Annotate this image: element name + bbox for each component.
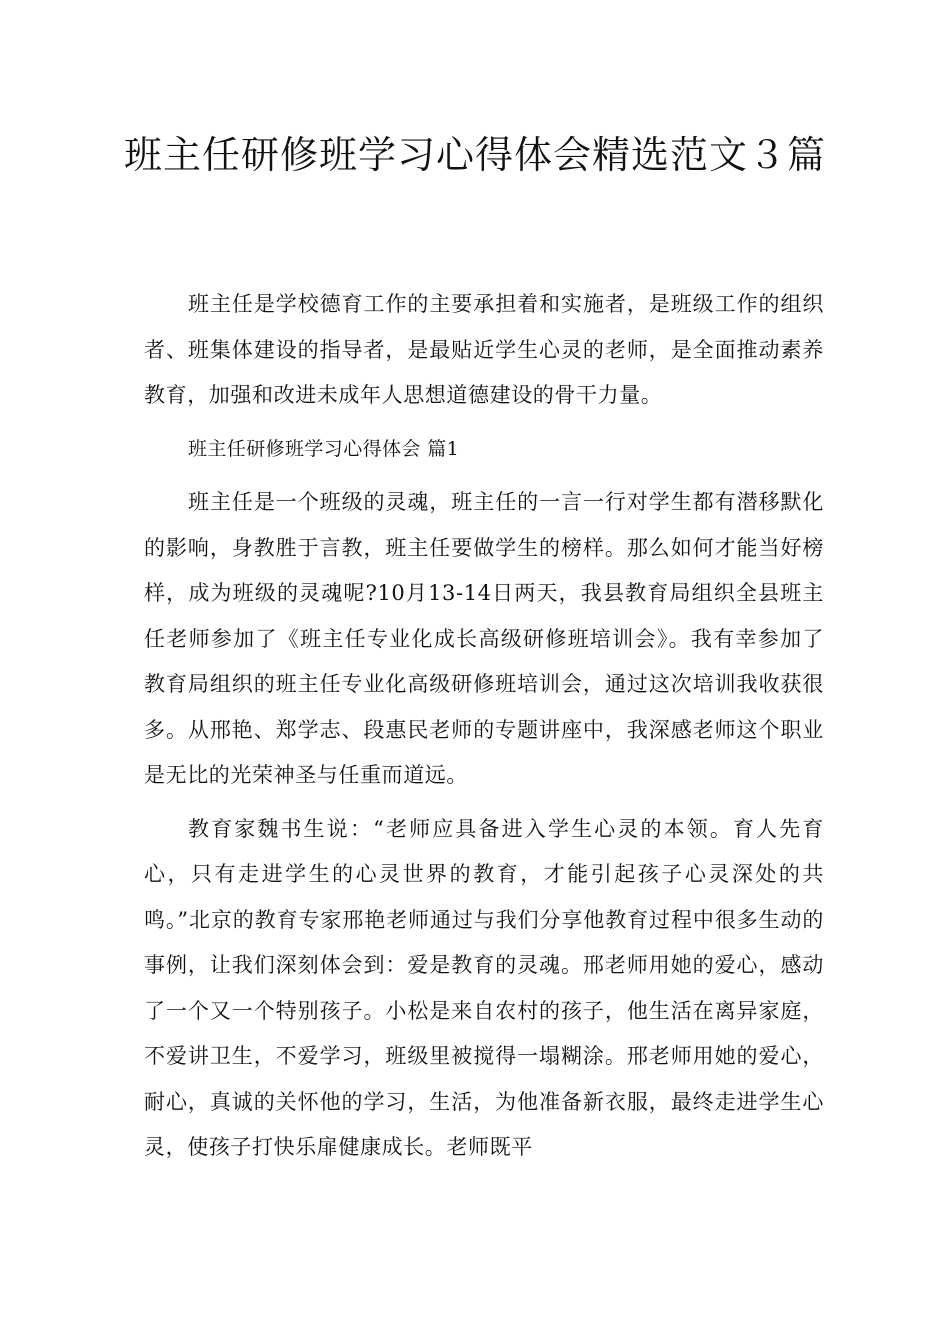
document-body (144, 282, 824, 1179)
section-heading: 班主任研修班学习心得体会 篇1 (188, 437, 460, 460)
document-title: 班主任研修班学习心得体会精选范文３篇 (123, 133, 826, 177)
section-paragraph-2: 教育家魏书生说：“老师应具备进入学生心灵的本领。育人先育心，只有走进学生的心灵世界的教育，才能引起孩子心灵深处的共鸣。”北京的教育专家邢艳老师通过与我们分享他教育过程中很多生动的事例，让我们深刻体会到：爱是教育的灵魂。邢老师用她的爱心，感动了一个又一个特别孩子。小松是来自农村的孩子，他生活在离异家庭，不爱讲卫生，不爱学习，班级里被搅得一塌糊涂。邢老师用她的爱心，耐心，真诚的关怀他的学习，生活，为他准备新衣服，最终走进学生心灵，使孩子打快乐扉健康成长。老师既平 (144, 816, 824, 1159)
intro-paragraph: 班主任是学校德育工作的主要承担着和实施者，是班级工作的组织者、班集体建设的指导者，是最贴近学生心灵的老师，是全面推动素养教育，加强和改进未成年人思想道德建设的骨干力量。 (144, 292, 824, 407)
section-paragraph-1: 班主任是一个班级的灵魂，班主任的一言一行对学生都有潜移默化的影响，身教胜于言教，班主任要做学生的榜样。那么如何才能当好榜样，成为班级的灵魂呢?10月13-14日两天，我县教育局组织全县班主任老师参加了《班主任专业化成长高级研修班培训会》。我有幸参加了教育局组织的班主任专业化高级研修班培训会，通过这次培训我收获很多。从邢艳、郑学志、段惠民老师的专题讲座中，我深感老师这个职业是无比的光荣神圣与任重而道远。 (144, 490, 824, 787)
